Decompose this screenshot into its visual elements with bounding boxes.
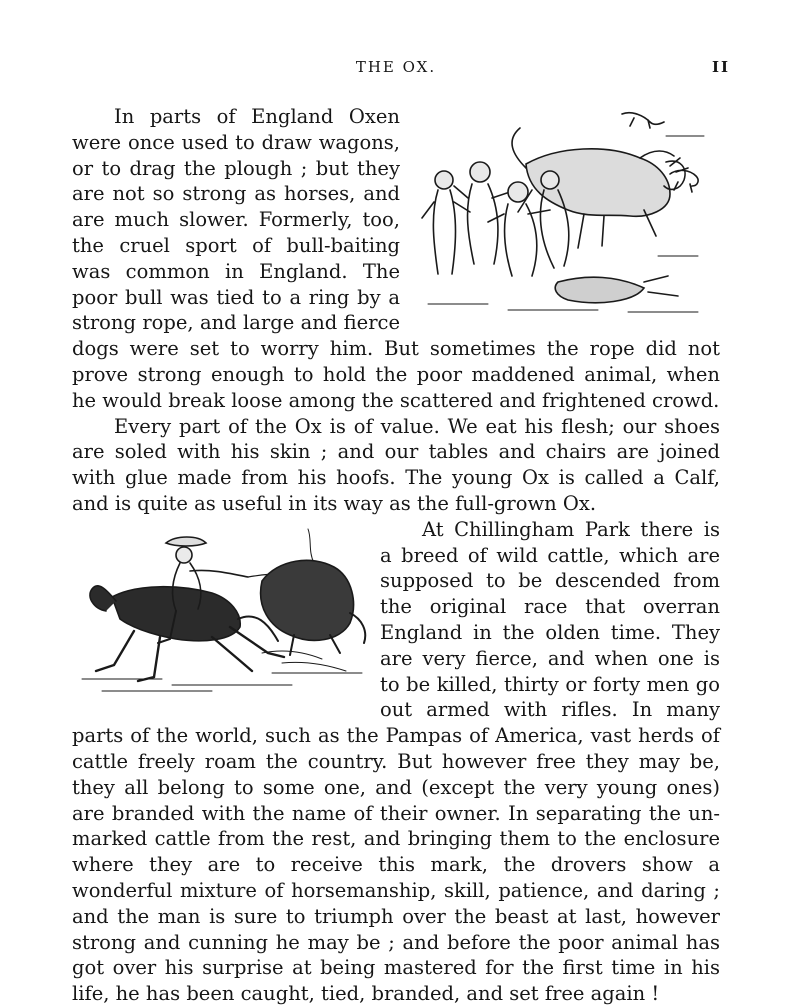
page-number: II [711,58,730,76]
paragraph-bull-baiting [72,104,720,414]
cattle-drover-illustration [72,523,370,700]
paragraph-text: Every part of the Ox is of value. We eat his flesh; our shoes are soled with his skin ; and our tables and chairs are joined with glue made from his hoofs. The young Ox is called a Calf, and is quite as useful in its way as the full-grown Ox. [72,414,720,515]
paragraph-text: At Chillingham Park there is a breed of wild cattle, which are supposed to be descended from the original race that overran England in the olden time. They are very fierce, and when one is to be killed, thirty or forty men go out armed with rifles. In many parts of the world, such as the Pampas of America, vast herds of cattle freely roam the country. But however free they may be, they all belong to some one, and (except the very young ones) are branded with the name of their owner. In separating the un-marked cattle from the rest, and bringing them to the enclosure where they are to receive this mark, the drovers show a wonderful mixture of horsemanship, skill, patience, and daring ; and the man is sure to triumph over the beast at last, however strong and cunning he may be ; and before the poor animal has got over his surprise at being mastered for the first time in his life, he has been caught, tied, branded, and set free again ! [72,517,720,1006]
running-header: THE OX. [355,58,437,76]
paragraph-value-of-ox [72,414,720,517]
paragraph-text: In parts of England Oxen were once used to draw wagons, or to drag the plough ; but they are not so strong as horses, and are much slower. Formerly, too, the cruel sport of bull-baiting was common in England. The poor bull was tied to a ring by a strong rope, and large and fierce dogs were set to worry him. But sometimes the rope did not prove strong enough to hold the poor maddened animal, when he would break loose among the scattered and frightened crowd. [72,105,720,412]
paragraph-wild-cattle [72,517,720,1007]
bull-baiting-illustration [408,106,720,328]
body-text [72,104,720,1007]
